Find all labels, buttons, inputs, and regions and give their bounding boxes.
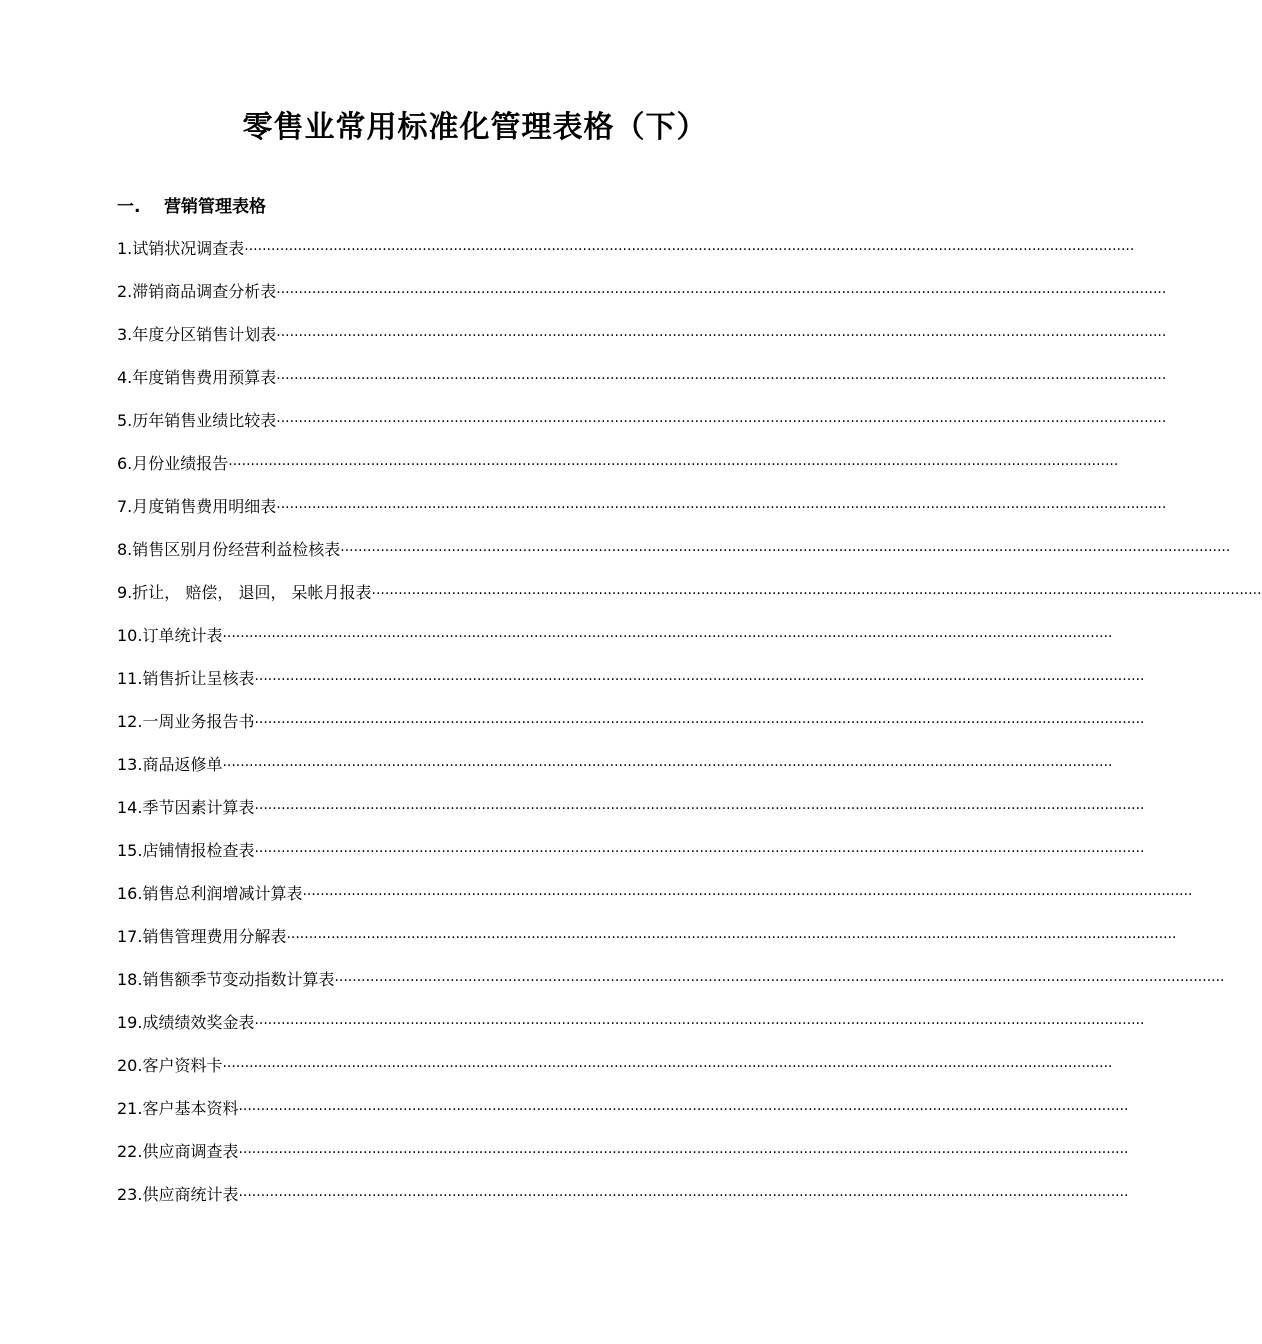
dot-leader: ········································································································································································································ [340,543,1231,559]
toc-list [117,236,1262,1225]
toc-item[interactable] [117,1010,1145,1053]
section-label: 营销管理表格 [164,197,266,217]
page-title: 零售业常用标准化管理表格（下） [242,110,708,145]
toc-item[interactable] [117,666,1145,709]
toc-item-label: 14.季节因素计算表 [117,798,255,817]
toc-item[interactable] [117,623,1113,666]
dot-leader: ········································································································································································································ [244,242,1135,258]
dot-leader: ········································································································································································································ [302,887,1193,903]
toc-item-label: 15.店铺情报检查表 [117,841,255,860]
toc-item-label: 11.销售折让呈核表 [117,669,255,688]
toc-item-label: 3.年度分区销售计划表 [117,325,277,344]
toc-item[interactable] [117,709,1145,752]
dot-leader: ········································································································································································································ [222,1059,1113,1075]
dot-leader: ········································································································································································································ [238,1145,1129,1161]
toc-item-label: 23.供应商统计表 [117,1185,239,1204]
dot-leader: ········································································································································································································ [334,973,1225,989]
dot-leader: ········································································································································································································ [238,1102,1129,1118]
toc-item-label: 21.客户基本资料 [117,1099,239,1118]
dot-leader: ········································································································································································································ [276,328,1167,344]
toc-item-label: 13.商品返修单 [117,755,223,774]
toc-item-label: 20.客户资料卡 [117,1056,223,1075]
toc-item-label: 1.试销状况调查表 [117,239,245,258]
toc-item-label: 22.供应商调查表 [117,1142,239,1161]
toc-item[interactable] [117,279,1167,322]
dot-leader: ········································································································································································································ [254,801,1145,817]
toc-item-label: 4.年度销售费用预算表 [117,368,277,387]
toc-item[interactable] [117,451,1119,494]
toc-item[interactable] [117,752,1113,795]
dot-leader: ········································································································································································································ [254,715,1145,731]
dot-leader: ········································································································································································································ [371,586,1262,602]
toc-item-label: 6.月份业绩报告 [117,454,229,473]
toc-item[interactable] [117,838,1145,881]
dot-leader: ········································································································································································································ [276,371,1167,387]
toc-item-label: 18.销售额季节变动指数计算表 [117,970,335,989]
toc-item-label: 5.历年销售业绩比较表 [117,411,277,430]
toc-item[interactable] [117,1182,1129,1225]
toc-item[interactable] [117,1053,1113,1096]
toc-item[interactable] [117,1096,1129,1139]
dot-leader: ········································································································································································································ [228,457,1119,473]
toc-item-label: 8.销售区别月份经营利益检核表 [117,540,341,559]
toc-item-label: 17.销售管理费用分解表 [117,927,287,946]
dot-leader: ········································································································································································································ [286,930,1177,946]
toc-item-label: 7.月度销售费用明细表 [117,497,277,516]
toc-item-label: 19.成绩绩效奖金表 [117,1013,255,1032]
toc-item[interactable] [117,236,1135,279]
dot-leader: ········································································································································································································ [254,672,1145,688]
dot-leader: ········································································································································································································ [254,844,1145,860]
toc-item[interactable] [117,408,1167,451]
dot-leader: ········································································································································································································ [276,414,1167,430]
toc-item-label: 10.订单统计表 [117,626,223,645]
toc-item[interactable] [117,537,1231,580]
toc-item[interactable] [117,580,1262,623]
toc-item[interactable] [117,1139,1129,1182]
section-number: 一. [117,197,141,217]
toc-item[interactable] [117,924,1177,967]
section-heading [117,195,266,219]
dot-leader: ········································································································································································································ [276,285,1167,301]
toc-item[interactable] [117,795,1145,838]
dot-leader: ········································································································································································································ [238,1188,1129,1204]
toc-item[interactable] [117,365,1167,408]
dot-leader: ········································································································································································································ [222,629,1113,645]
dot-leader: ········································································································································································································ [222,758,1113,774]
toc-item[interactable] [117,881,1193,924]
dot-leader: ········································································································································································································ [276,500,1167,516]
toc-item-label: 2.滞销商品调查分析表 [117,282,277,301]
toc-item[interactable] [117,322,1167,365]
toc-item-label: 9.折让， 赔偿， 退回， 呆帐月报表 [117,583,372,602]
toc-item[interactable] [117,967,1225,1010]
toc-item-label: 16.销售总利润增减计算表 [117,884,303,903]
toc-item-label: 12.一周业务报告书 [117,712,255,731]
dot-leader: ········································································································································································································ [254,1016,1145,1032]
toc-item[interactable] [117,494,1167,537]
